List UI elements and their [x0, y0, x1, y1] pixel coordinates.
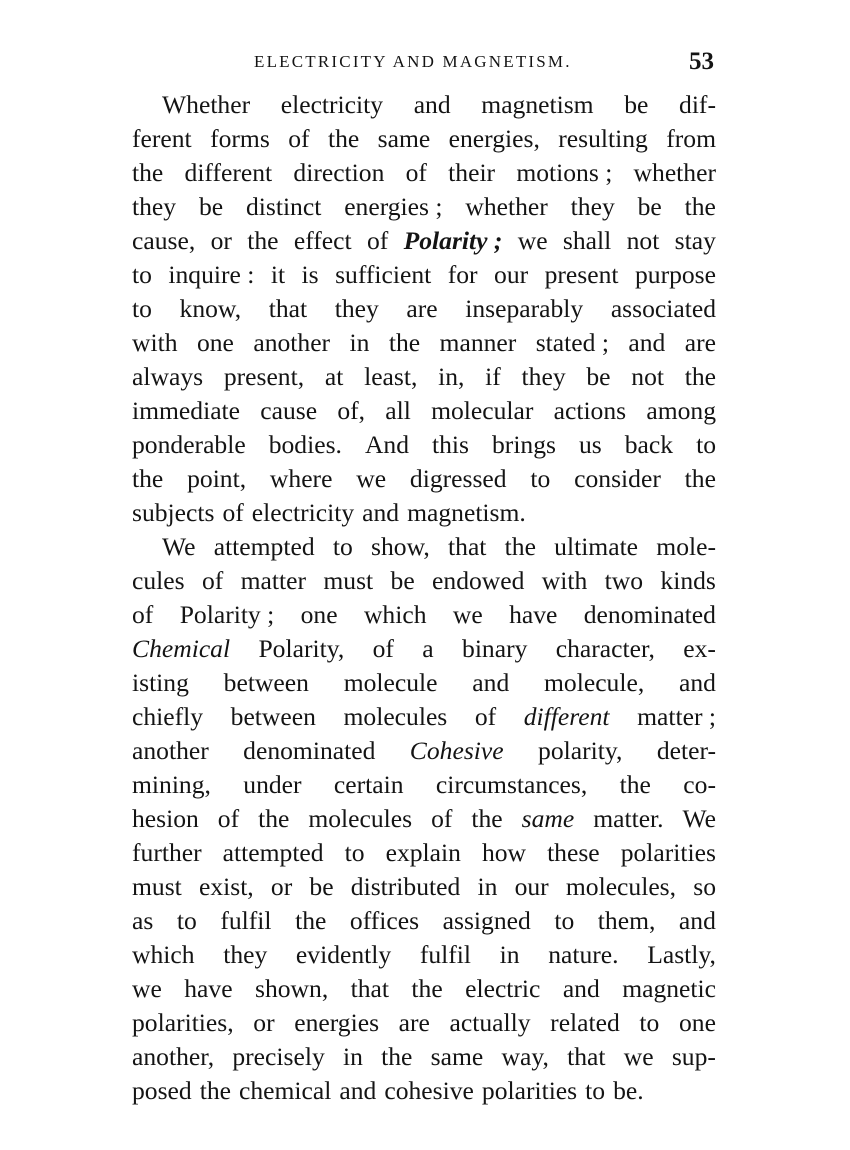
word: our: [514, 872, 549, 901]
word: that: [350, 974, 390, 1003]
word: whether: [465, 192, 548, 221]
word: to: [696, 430, 716, 459]
word: further: [132, 838, 202, 867]
word: to: [132, 294, 152, 323]
word: where: [269, 464, 333, 493]
text-line: [132, 700, 716, 734]
text-line: [132, 734, 716, 768]
word: with: [132, 328, 178, 357]
word: from: [666, 124, 716, 153]
word: We: [682, 804, 716, 833]
word: circumstances,: [435, 770, 588, 799]
word: them,: [597, 906, 656, 935]
word: sufficient: [335, 260, 432, 289]
word: Polarity ;: [403, 226, 503, 255]
word: assigned: [442, 906, 531, 935]
word: Lastly,: [647, 940, 716, 969]
word: at: [324, 362, 344, 391]
word: of: [217, 804, 240, 833]
running-title: ELECTRICITY AND MAGNETISM.: [254, 52, 572, 71]
word: and: [562, 974, 600, 1003]
word: have: [184, 974, 233, 1003]
word: and: [678, 668, 716, 697]
text-line: [132, 428, 716, 462]
word: to: [332, 532, 353, 561]
word: matter.: [593, 804, 664, 833]
word: motions ;: [516, 158, 613, 187]
word: effect: [293, 226, 352, 255]
word: of: [366, 226, 389, 255]
word: dif-: [679, 90, 716, 119]
text-line: [132, 156, 716, 190]
word: two: [604, 566, 644, 595]
word: fulfil: [220, 906, 272, 935]
word: magnetism.: [407, 498, 526, 527]
word: denominated: [583, 600, 716, 629]
word: the: [619, 770, 651, 799]
word: exist,: [198, 872, 254, 901]
word: this: [432, 430, 469, 459]
word: shall: [562, 226, 612, 255]
text-line: [132, 938, 716, 972]
text-line: [132, 292, 716, 326]
word: isting: [132, 668, 189, 697]
word: for: [447, 260, 478, 289]
text-line: [132, 802, 716, 836]
word: molecule,: [544, 668, 645, 697]
word: related: [550, 1008, 620, 1037]
text-line: [132, 258, 716, 292]
word: the: [327, 124, 360, 153]
word: they: [570, 192, 615, 221]
word: way,: [501, 1042, 549, 1071]
word: Polarity ;: [179, 600, 275, 629]
text-line: [132, 1040, 716, 1074]
text-line: [132, 870, 716, 904]
word: mole-: [656, 532, 716, 561]
word: cules: [132, 566, 185, 595]
word: if: [485, 362, 501, 391]
text-line: [132, 1006, 716, 1040]
word: of: [474, 702, 497, 731]
text-line: [132, 564, 716, 598]
word: of: [222, 498, 244, 527]
word: the: [684, 192, 716, 221]
text-line: [132, 224, 716, 258]
text-line: [132, 462, 716, 496]
word: show,: [371, 532, 430, 561]
word: the: [411, 974, 443, 1003]
word: one: [300, 600, 338, 629]
word: be: [390, 566, 415, 595]
word: same: [521, 804, 575, 833]
word: they: [132, 192, 177, 221]
word: chiefly: [132, 702, 204, 731]
word: same: [377, 124, 431, 153]
word: electricity: [280, 90, 384, 119]
word: actions: [553, 396, 627, 425]
word: to: [132, 260, 152, 289]
word: all: [385, 396, 411, 425]
text-line: [132, 666, 716, 700]
word: point,: [187, 464, 247, 493]
word: forms: [210, 124, 270, 153]
word: one: [678, 1008, 716, 1037]
word: and: [678, 906, 716, 935]
text-line: [132, 1074, 716, 1108]
text-line: [132, 190, 716, 224]
word: among: [646, 396, 716, 425]
word: of: [288, 124, 310, 153]
word: immediate: [132, 396, 241, 425]
word: in: [349, 328, 370, 357]
word: their: [448, 158, 496, 187]
word: or: [253, 1008, 275, 1037]
word: magnetic: [622, 974, 716, 1003]
word: brings: [492, 430, 556, 459]
word: a: [422, 634, 434, 663]
word: the: [132, 464, 164, 493]
word: our: [494, 260, 529, 289]
paragraph: [132, 88, 716, 530]
word: mining,: [132, 770, 211, 799]
word: so: [693, 872, 716, 901]
text-line: [132, 88, 716, 122]
word: it: [270, 260, 286, 289]
running-head: [132, 48, 716, 76]
word: or: [210, 226, 232, 255]
word: digressed: [409, 464, 507, 493]
word: to: [530, 464, 551, 493]
word: the: [247, 226, 279, 255]
word: inseparably: [465, 294, 584, 323]
word: of: [372, 634, 394, 663]
word: hesion: [132, 804, 199, 833]
word: have: [509, 600, 558, 629]
text-line: [132, 394, 716, 428]
word: to: [344, 838, 365, 867]
word: present: [544, 260, 619, 289]
word: ex-: [683, 634, 716, 663]
text-line: [132, 972, 716, 1006]
text-line: [132, 598, 716, 632]
word: are: [406, 294, 438, 323]
word: and: [339, 1076, 377, 1105]
word: and: [362, 498, 400, 527]
word: binary: [462, 634, 528, 663]
word: attempted: [222, 838, 324, 867]
word: the: [295, 906, 327, 935]
word: to: [585, 1076, 606, 1105]
word: and: [472, 668, 510, 697]
word: how: [481, 838, 527, 867]
word: denominated: [243, 736, 376, 765]
word: ferent: [132, 124, 192, 153]
word: that: [567, 1042, 606, 1071]
word: polarities,: [132, 1008, 234, 1037]
word: in: [499, 940, 520, 969]
word: to: [639, 1008, 660, 1037]
word: the: [684, 464, 716, 493]
word: evidently: [295, 940, 392, 969]
text-line: [132, 360, 716, 394]
word: always: [132, 362, 204, 391]
word: they: [521, 362, 566, 391]
word: manner: [439, 328, 517, 357]
word: be: [198, 192, 224, 221]
word: polarities: [481, 1076, 578, 1105]
word: matter ;: [637, 702, 716, 731]
word: stay: [674, 226, 716, 255]
text-line: [132, 530, 716, 564]
word: we: [356, 464, 387, 493]
word: Polarity,: [258, 634, 345, 663]
word: be: [586, 362, 611, 391]
word: cause: [260, 396, 318, 425]
word: must: [132, 872, 182, 901]
word: certain: [333, 770, 404, 799]
word: we: [623, 1042, 654, 1071]
word: to: [554, 906, 575, 935]
word: energies ;: [344, 192, 443, 221]
word: one: [196, 328, 234, 357]
word: the: [388, 328, 421, 357]
word: to: [176, 906, 197, 935]
word: of: [132, 600, 154, 629]
word: or: [270, 872, 293, 901]
word: least,: [364, 362, 418, 391]
text-line: [132, 836, 716, 870]
word: Cohesive: [409, 736, 504, 765]
word: molecules: [308, 804, 413, 833]
word: molecules,: [565, 872, 677, 901]
word: energies,: [448, 124, 540, 153]
word: another: [132, 736, 209, 765]
word: know,: [179, 294, 242, 323]
word: direction: [293, 158, 385, 187]
word: resulting: [558, 124, 648, 153]
word: posed: [132, 1076, 192, 1105]
text-line: [132, 904, 716, 938]
word: precisely: [232, 1042, 325, 1071]
word: and: [628, 328, 666, 357]
word: molecules: [343, 702, 448, 731]
word: actually: [449, 1008, 531, 1037]
word: and: [413, 90, 451, 119]
paragraph: [132, 530, 716, 1108]
word: another: [253, 328, 331, 357]
text-line: [132, 496, 716, 530]
word: character,: [555, 634, 655, 663]
word: they: [334, 294, 379, 323]
word: in: [342, 1042, 363, 1071]
word: another,: [132, 1042, 215, 1071]
word: electricity: [251, 498, 355, 527]
word: we: [452, 600, 483, 629]
word: magnetism: [481, 90, 594, 119]
word: the: [258, 804, 290, 833]
word: be.: [613, 1076, 644, 1105]
word: polarities: [620, 838, 716, 867]
page-number: 53: [689, 48, 714, 75]
word: with: [541, 566, 588, 595]
word: that: [448, 532, 487, 561]
word: be: [637, 192, 662, 221]
word: of,: [337, 396, 366, 425]
word: these: [547, 838, 600, 867]
word: matter: [240, 566, 307, 595]
word: different: [523, 702, 610, 731]
word: we: [132, 974, 162, 1003]
word: present,: [223, 362, 305, 391]
word: back: [624, 430, 674, 459]
word: ultimate: [554, 532, 639, 561]
word: co-: [683, 770, 716, 799]
word: under: [243, 770, 302, 799]
word: the: [132, 158, 164, 187]
word: different: [184, 158, 273, 187]
word: electric: [465, 974, 541, 1003]
text-line: [132, 122, 716, 156]
word: the: [471, 804, 503, 833]
word: molecular: [431, 396, 534, 425]
word: in,: [438, 362, 465, 391]
word: of: [431, 804, 453, 833]
word: offices: [349, 906, 420, 935]
word: stated ;: [535, 328, 609, 357]
word: energies: [294, 1008, 380, 1037]
word: are: [684, 328, 716, 357]
word: consider: [574, 464, 661, 493]
word: We: [162, 532, 196, 561]
word: that: [268, 294, 308, 323]
word: fulfil: [419, 940, 471, 969]
word: the: [504, 532, 536, 561]
word: And: [364, 430, 410, 459]
word: deter-: [656, 736, 716, 765]
word: inquire :: [168, 260, 255, 289]
text-line: [132, 632, 716, 666]
word: are: [398, 1008, 430, 1037]
word: is: [301, 260, 319, 289]
word: the: [381, 1042, 413, 1071]
word: whether: [633, 158, 716, 187]
word: must: [323, 566, 374, 595]
text-line: [132, 326, 716, 360]
word: molecule: [343, 668, 438, 697]
word: we: [517, 226, 548, 255]
word: sup-: [671, 1042, 716, 1071]
word: associated: [610, 294, 716, 323]
word: not: [626, 226, 660, 255]
word: us: [578, 430, 602, 459]
word: Whether: [162, 90, 251, 119]
text-line: [132, 768, 716, 802]
word: cause,: [132, 226, 196, 255]
word: same: [430, 1042, 484, 1071]
word: purpose: [634, 260, 716, 289]
word: explain: [385, 838, 461, 867]
word: of: [405, 158, 427, 187]
word: not: [631, 362, 664, 391]
word: distributed: [350, 872, 461, 901]
word: the: [199, 1076, 231, 1105]
word: of: [201, 566, 224, 595]
word: attempted: [213, 532, 315, 561]
word: endowed: [432, 566, 525, 595]
word: the: [684, 362, 716, 391]
word: in: [477, 872, 498, 901]
word: polarity,: [538, 736, 623, 765]
word: subjects: [132, 498, 215, 527]
word: Chemical: [132, 634, 231, 663]
body-text: [132, 88, 716, 1108]
word: kinds: [660, 566, 716, 595]
word: which: [132, 940, 195, 969]
word: between: [230, 702, 316, 731]
word: bodies.: [268, 430, 342, 459]
word: chemical: [239, 1076, 332, 1105]
word: shown,: [254, 974, 329, 1003]
word: they: [223, 940, 268, 969]
word: as: [132, 906, 154, 935]
word: ponderable: [132, 430, 246, 459]
word: be: [624, 90, 649, 119]
word: which: [363, 600, 427, 629]
word: cohesive: [384, 1076, 474, 1105]
word: be: [309, 872, 334, 901]
word: distinct: [245, 192, 322, 221]
word: nature.: [548, 940, 619, 969]
word: between: [223, 668, 309, 697]
